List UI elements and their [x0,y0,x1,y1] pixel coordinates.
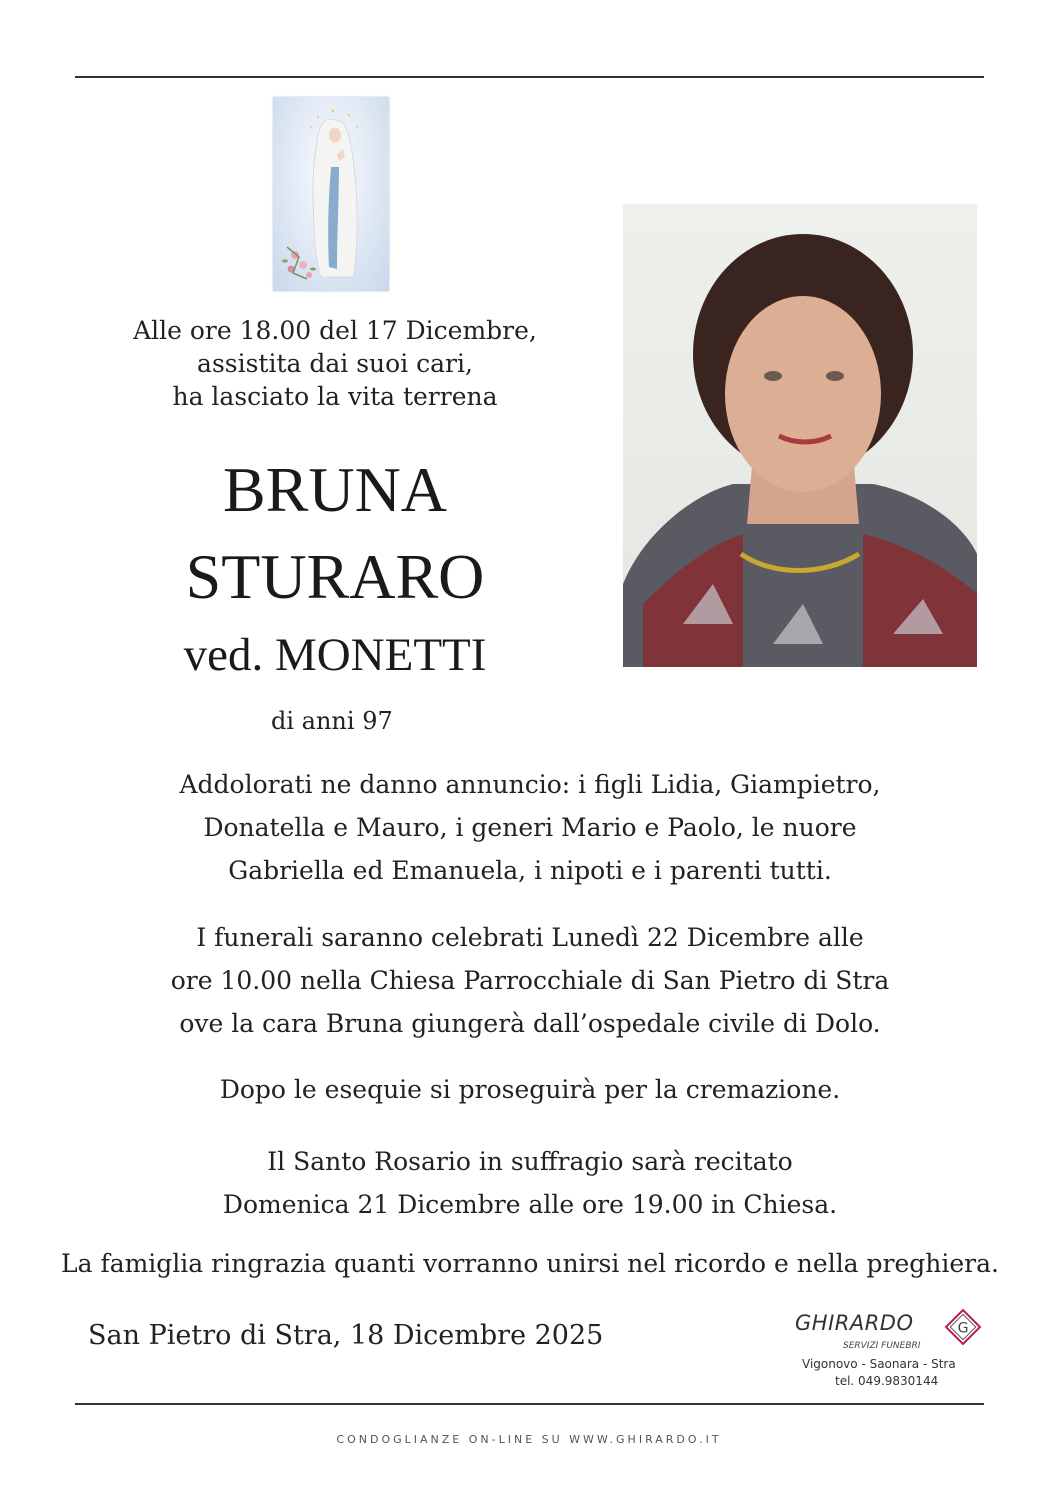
logo-subtitle: SERVIZI FUNEBRI [843,1341,921,1351]
logo-towns: Vigonovo - Saonara - Stra [802,1357,956,1371]
family-line: Donatella e Mauro, i generi Mario e Paolo, le nuore [203,813,857,842]
rosary-line: Il Santo Rosario in suffragio sarà recitato [267,1147,793,1176]
family-paragraph [60,763,1000,892]
funeral-line: I funerali saranno celebrati Lunedì 22 Dicembre alle [196,923,864,952]
holy-card-image [273,97,389,291]
logo-diamond-icon [943,1307,983,1347]
funeral-line: ore 10.00 nella Chiesa Parrocchiale di San Pietro di Stra [170,966,890,995]
funeral-line: ove la cara Bruna giungerà dall’ospedale civile di Dolo. [179,1009,881,1038]
logo-name: GHIRARDO [795,1311,914,1335]
deceased-married-name: ved. MONETTI [183,629,487,681]
thanks-paragraph [60,1242,1000,1285]
place-and-date: San Pietro di Stra, 18 Dicembre 2025 [88,1320,604,1351]
cremation-line: Dopo le esequie si proseguirà per la cremazione. [219,1075,841,1104]
intro-line: Alle ore 18.00 del 17 Dicembre, [133,316,537,345]
footer-website: CONDOGLIANZE ON-LINE SU WWW.GHIRARDO.IT [336,1433,722,1446]
intro-line: ha lasciato la vita terrena [172,382,498,411]
family-line: Addolorati ne danno annuncio: i figli Lidia, Giampietro, [179,770,881,799]
deceased-last-name: STURARO [185,541,485,612]
deceased-first-name: BRUNA [222,454,448,525]
cremation-paragraph [60,1068,1000,1111]
logo-phone: tel. 049.9830144 [835,1374,939,1388]
logo-mark-letter: G [957,1320,969,1337]
deceased-age: di anni 97 [271,707,393,735]
family-line: Gabriella ed Emanuela, i nipoti e i parenti tutti. [228,856,832,885]
funeral-paragraph [60,916,1000,1045]
intro-text [110,314,560,413]
portrait-person-icon [623,204,977,667]
portrait-photo [623,204,977,667]
rosary-paragraph [60,1140,1000,1226]
top-divider [75,76,984,78]
thanks-line: La famiglia ringrazia quanti vorranno unirsi nel ricordo e nella preghiera. [60,1249,999,1278]
intro-line: assistita dai suoi cari, [197,349,473,378]
funeral-home-logo [795,1305,995,1397]
virgin-mary-icon [273,97,389,291]
bottom-divider [75,1403,984,1405]
rosary-line: Domenica 21 Dicembre alle ore 19.00 in Chiesa. [222,1190,838,1219]
